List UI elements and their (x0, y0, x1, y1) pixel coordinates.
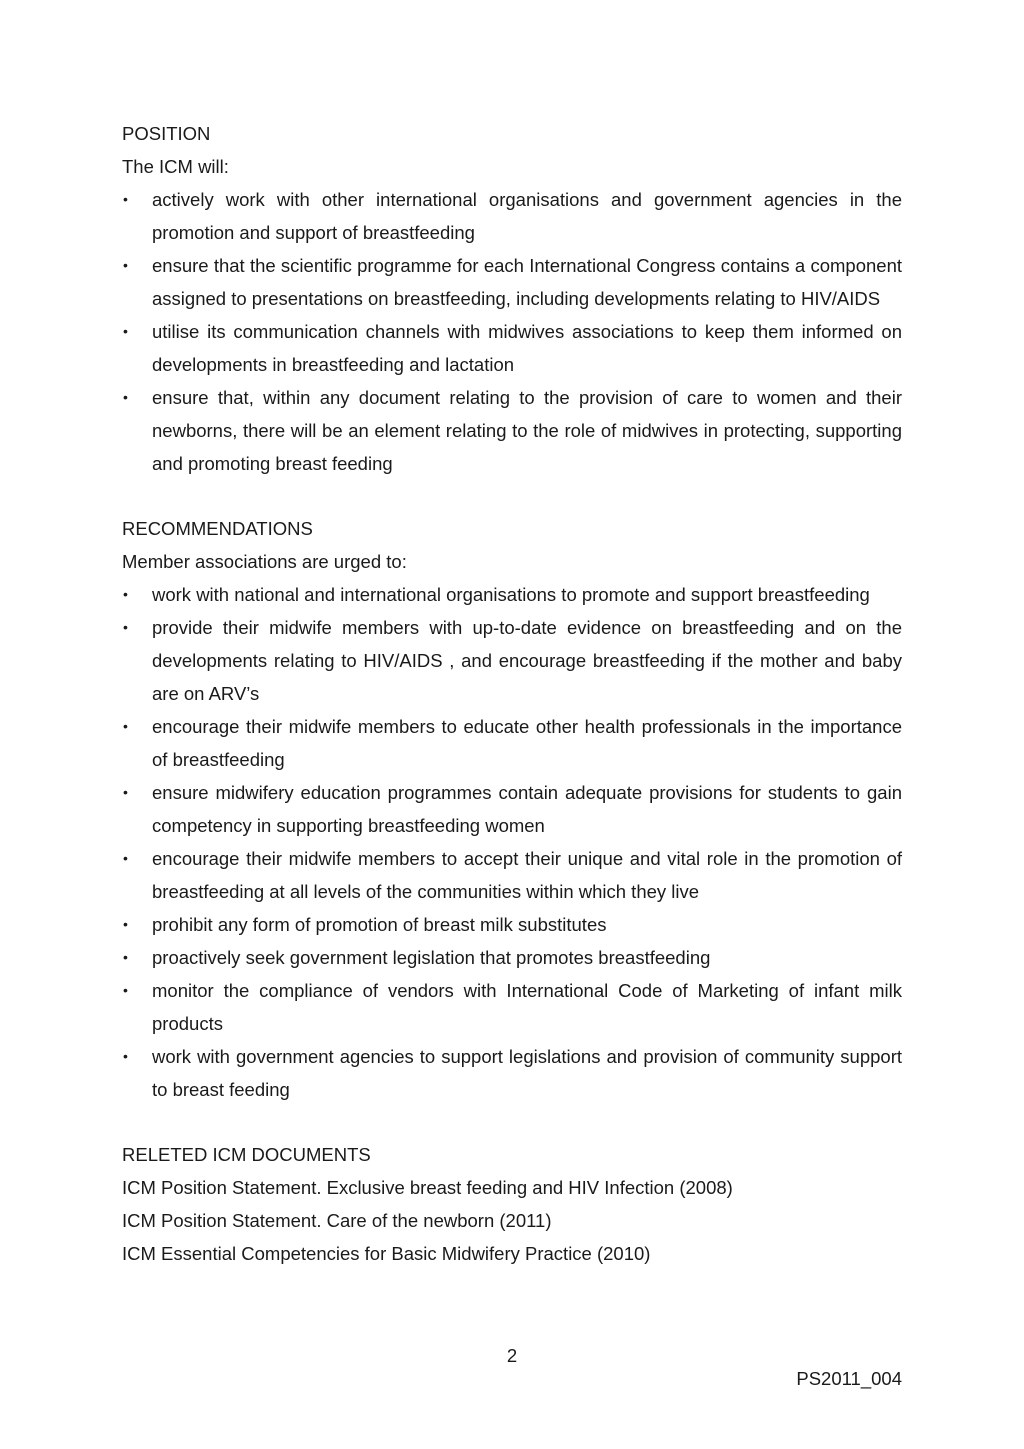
position-list (122, 183, 902, 480)
bullet-icon (122, 776, 152, 809)
bullet-icon (122, 710, 152, 743)
list-item: • ensure that, within any document relating to the provision of care to women and their newborns, there will be an element relating to the role of midwives in protecting, supporting and promoting breast feeding (122, 381, 902, 480)
bullet-icon (122, 249, 152, 282)
recommendations-section (122, 512, 902, 1106)
bullet-icon (122, 183, 152, 216)
related-document-item: ICM Essential Competencies for Basic Midwifery Practice (2010) (122, 1243, 651, 1264)
bullet-icon (122, 941, 152, 974)
document-body (122, 117, 902, 1270)
related-documents-heading: RELETED ICM DOCUMENTS (122, 1144, 371, 1165)
bullet-icon (122, 908, 152, 941)
document-code: PS2011_004 (796, 1368, 902, 1389)
bullet-icon (122, 381, 152, 414)
related-document-item: ICM Position Statement. Care of the newborn (2011) (122, 1210, 552, 1231)
list-item: • actively work with other international organisations and government agencies in the promotion and support of breastfeeding (122, 183, 902, 249)
recommendations-heading: RECOMMENDATIONS (122, 518, 313, 539)
bullet-icon (122, 578, 152, 611)
bullet-icon (122, 1040, 152, 1073)
list-item: • prohibit any form of promotion of breast milk substitutes (122, 908, 902, 941)
recommendations-list (122, 578, 902, 1106)
related-document-item: ICM Position Statement. Exclusive breast feeding and HIV Infection (2008) (122, 1177, 733, 1198)
section-spacer (122, 480, 902, 512)
bullet-icon (122, 611, 152, 644)
position-section (122, 117, 902, 480)
bullet-icon (122, 842, 152, 875)
list-item: • monitor the compliance of vendors with International Code of Marketing of infant milk products (122, 974, 902, 1040)
bullet-icon (122, 315, 152, 348)
position-intro: The ICM will: (122, 156, 229, 177)
list-item: • proactively seek government legislation that promotes breastfeeding (122, 941, 902, 974)
list-item: • ensure midwifery education programmes contain adequate provisions for students to gain competency in supporting breastfeeding women (122, 776, 902, 842)
list-item: • encourage their midwife members to educate other health professionals in the importance of breastfeeding (122, 710, 902, 776)
list-item: • ensure that the scientific programme for each International Congress contains a component assigned to presentations on breastfeeding, including developments relating to HIV/AIDS (122, 249, 902, 315)
section-spacer (122, 1106, 902, 1138)
bullet-icon (122, 974, 152, 1007)
list-item: • work with national and international organisations to promote and support breastfeeding (122, 578, 902, 611)
list-item: • utilise its communication channels with midwives associations to keep them informed on developments in breastfeeding and lactation (122, 315, 902, 381)
page-number: 2 (506, 1345, 518, 1366)
list-item: • provide their midwife members with up-to-date evidence on breastfeeding and on the developments relating to HIV/AIDS , and encourage breastfeeding if the mother and baby are on ARV’s (122, 611, 902, 710)
list-item: • encourage their midwife members to accept their unique and vital role in the promotion of breastfeeding at all levels of the communities within which they live (122, 842, 902, 908)
recommendations-intro: Member associations are urged to: (122, 551, 407, 572)
position-heading: POSITION (122, 123, 211, 144)
list-item: • work with government agencies to support legislations and provision of community support to breast feeding (122, 1040, 902, 1106)
related-documents-section (122, 1138, 902, 1270)
